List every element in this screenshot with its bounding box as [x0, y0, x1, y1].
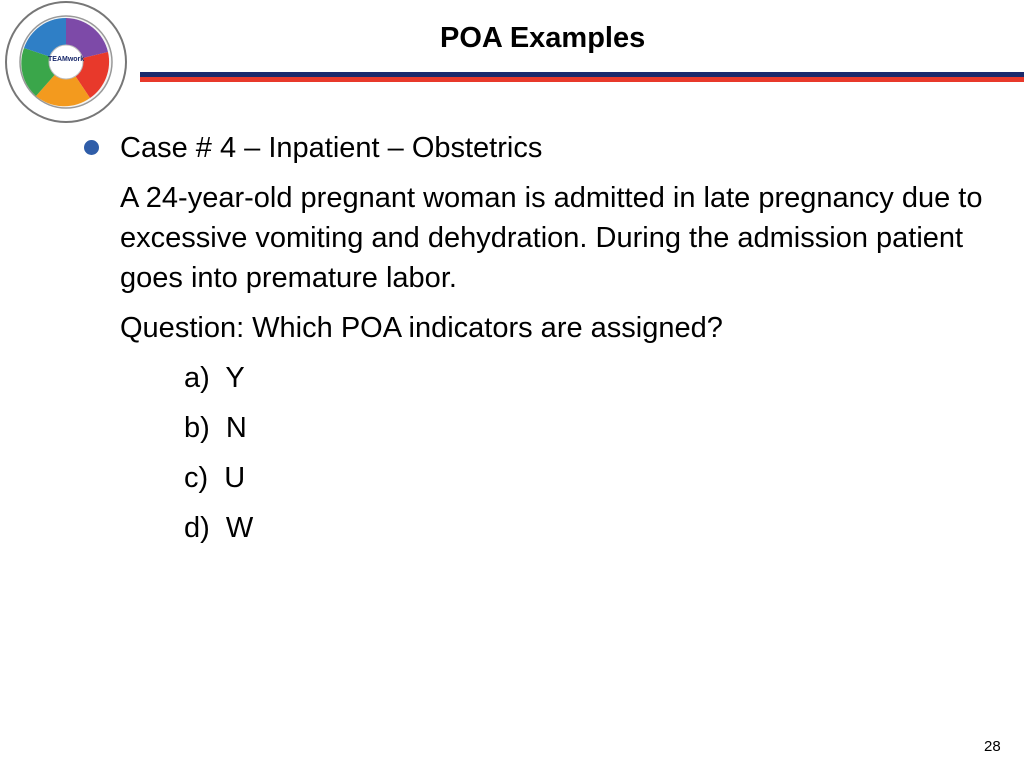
- question-text: Question: Which POA indicators are assigned?: [120, 312, 723, 344]
- case-heading: Case # 4 – Inpatient – Obstetrics: [120, 132, 543, 164]
- slide-title: POA Examples: [440, 22, 646, 54]
- option-c: c) U: [184, 462, 246, 494]
- option-d: d) W: [184, 512, 254, 544]
- logo-center-label: TEAMwork: [48, 56, 85, 63]
- option-a: a) Y: [184, 362, 245, 394]
- bullet-icon: [84, 140, 99, 155]
- scenario-text: A 24-year-old pregnant woman is admitted in late pregnancy due to excessive vomiting and dehydration. During the admission patient goes into premature labor.: [120, 182, 983, 294]
- divider-red-band: [140, 77, 1024, 82]
- option-b: b) N: [184, 412, 247, 444]
- slide-body: [84, 126, 1004, 548]
- case-heading-row: [84, 126, 1004, 170]
- conference-logo: [0, 0, 132, 124]
- page-number: 28: [984, 738, 1001, 755]
- title-divider: [140, 72, 1024, 84]
